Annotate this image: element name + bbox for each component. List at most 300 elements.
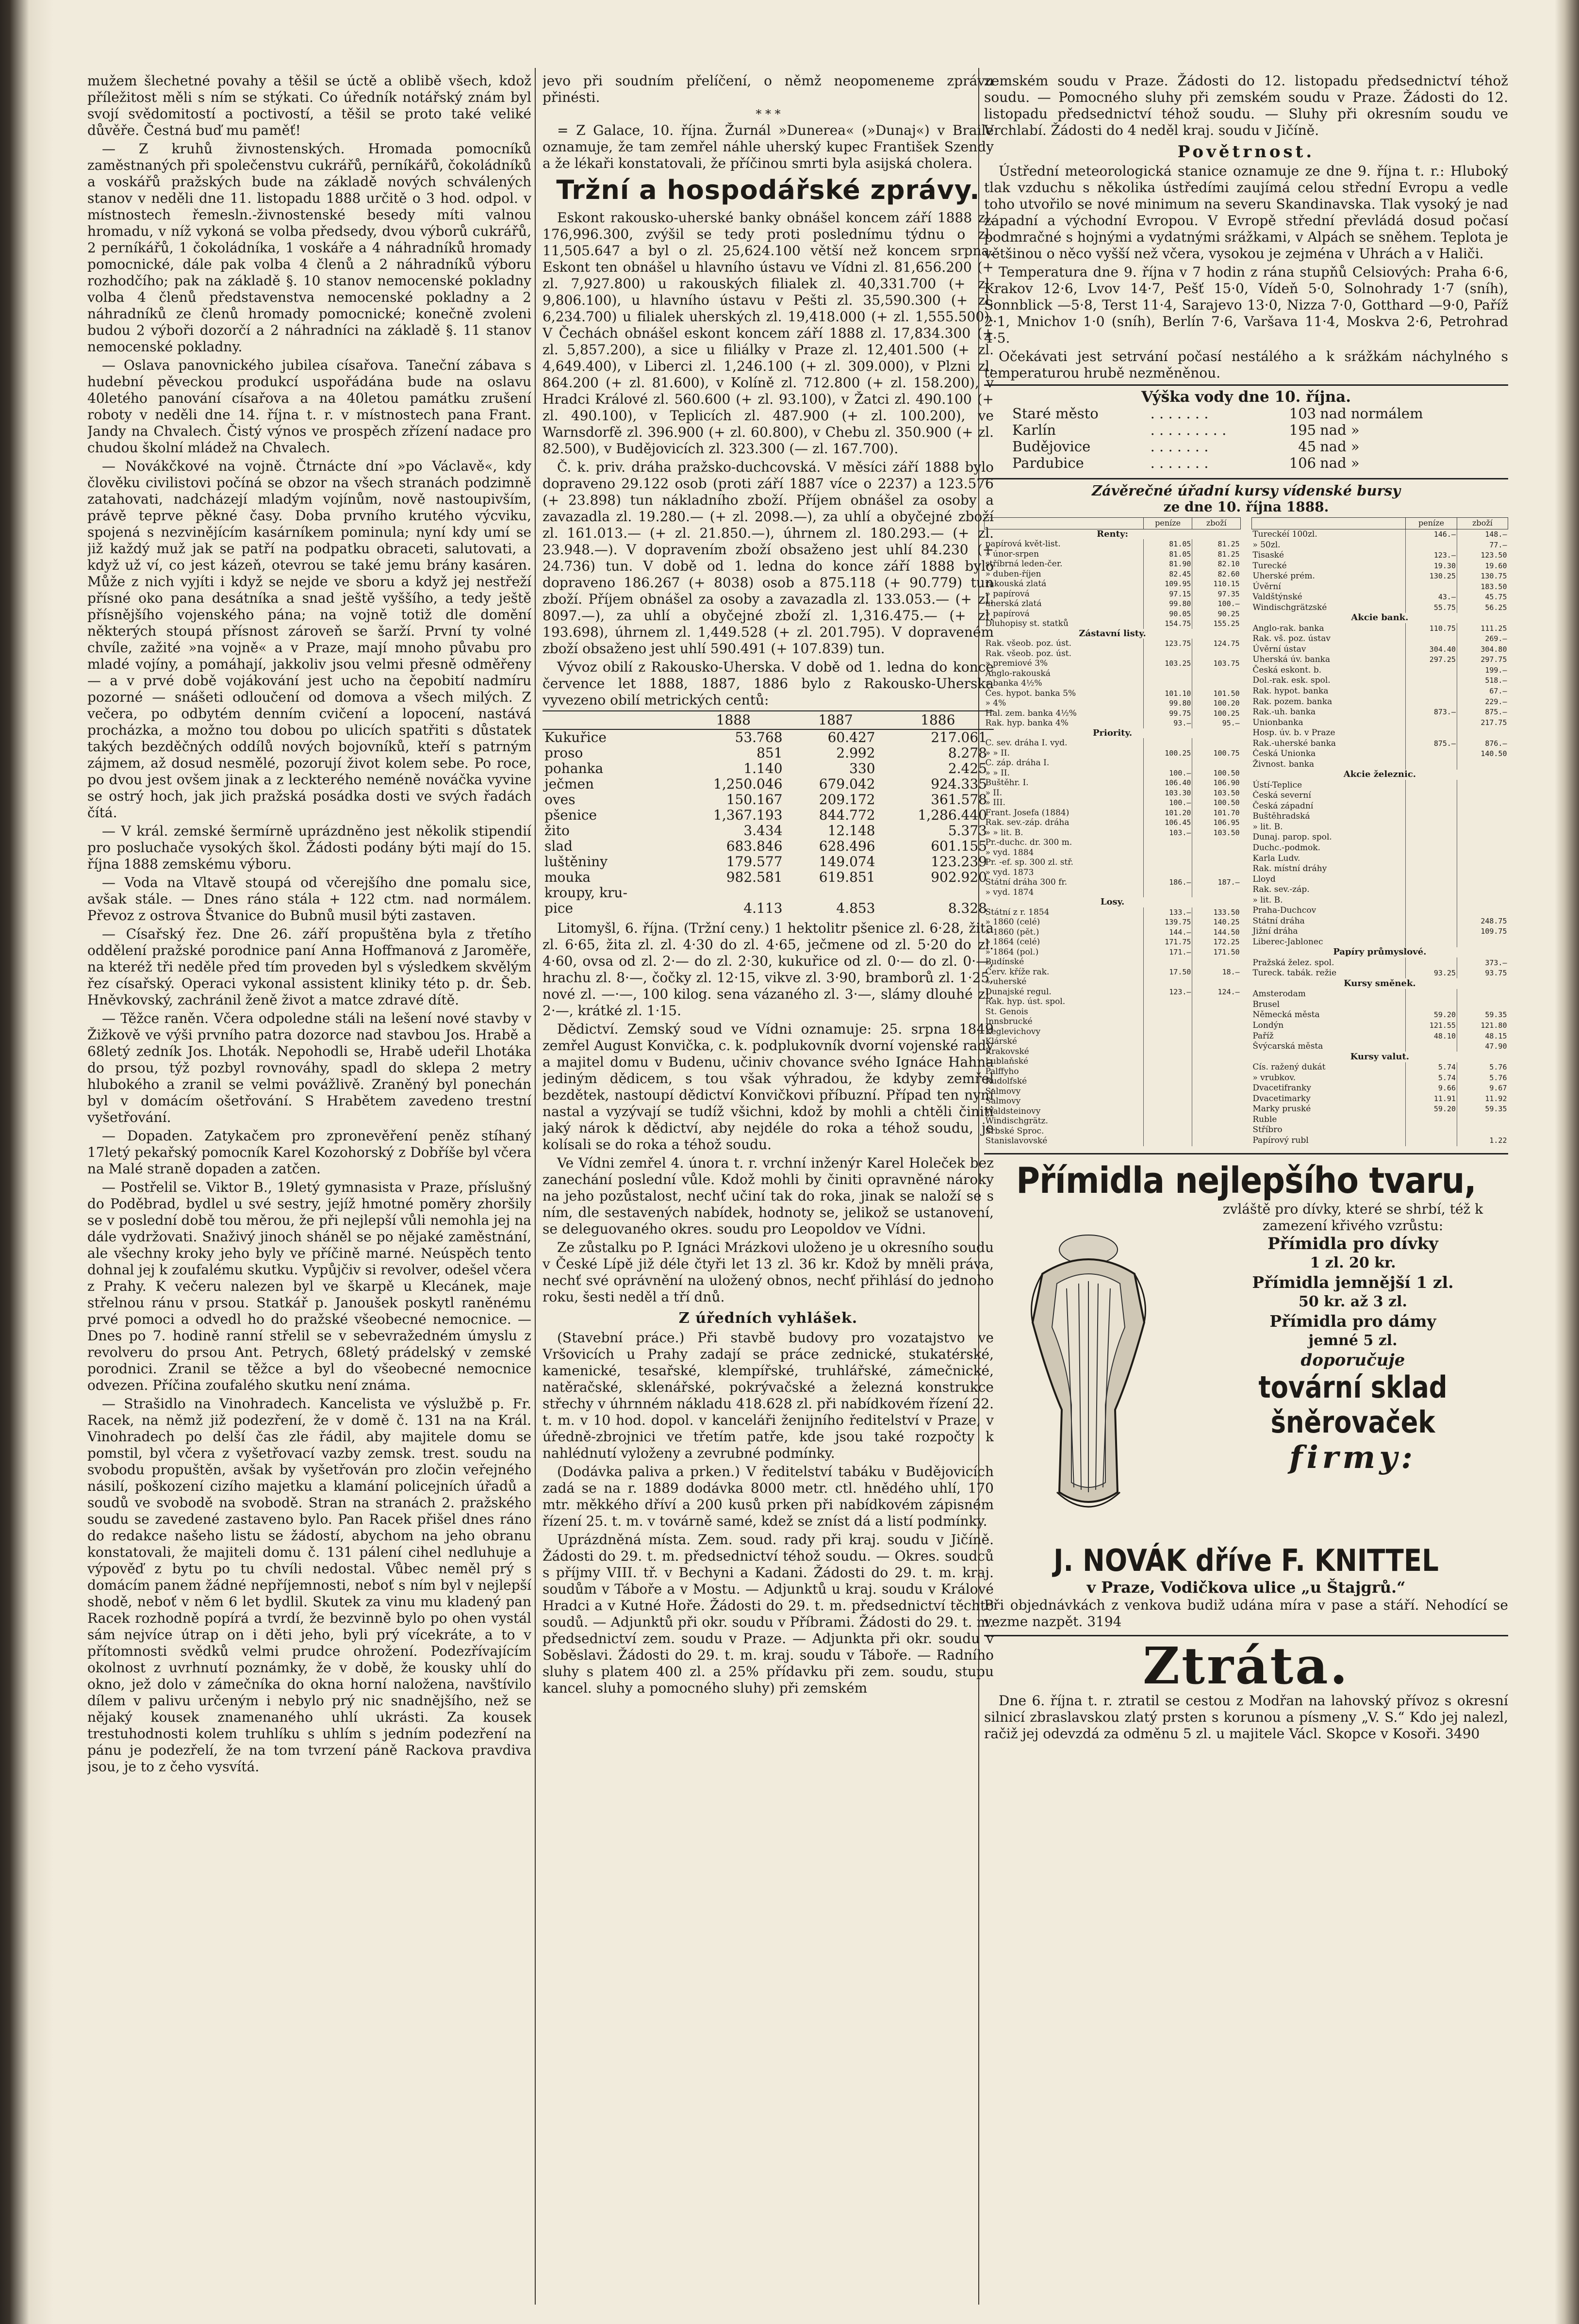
bourse-goods: 269.— xyxy=(1457,634,1508,644)
grain-value-cell: 902.920 xyxy=(931,869,987,885)
bourse-group-label: Renty: xyxy=(1097,529,1129,539)
bourse-security: » vrubkov. xyxy=(1252,1072,1296,1083)
article-holecek: Ve Vídni zemřel 4. února t. r. vrchní inženýr Karel Holeček bez zanechání poslední vůle. Kdož mohli by činiti opravněné nároky na jeho pozůstalost, nechť učiní tak do roka, jinak se naloží se s ním, dle sestavených nabídek, hodnoty se, jelikož se ustanovení, se deleguovaného okres. soudu pro Leopoldov ve Vídni. xyxy=(543,1155,994,1237)
bourse-security: Rak. sev.-záp. dráha xyxy=(985,818,1069,827)
bourse-security: St. Genois xyxy=(985,1006,1028,1017)
bourse-goods: 100.50 xyxy=(1192,798,1241,808)
ad-title: Přímidla nejlepšího tvaru, xyxy=(1016,1159,1476,1202)
bourse-money: 43.— xyxy=(1406,592,1457,603)
grain-label-cell: proso xyxy=(544,745,583,761)
bourse-goods: 95.— xyxy=(1192,718,1241,728)
bourse-security: Papírový rubl xyxy=(1252,1136,1309,1146)
bourse-money xyxy=(1143,888,1192,898)
bourse-group-row xyxy=(1251,978,1508,989)
bourse-money: 11.91 xyxy=(1406,1093,1457,1104)
bourse-security: Turecké xyxy=(1252,560,1287,571)
grain-value-cell: 3.434 xyxy=(743,823,783,839)
bourse-money: 9.66 xyxy=(1406,1083,1457,1094)
grain-value-cell: 217.061 xyxy=(931,729,987,745)
bourse-money xyxy=(1143,1047,1192,1057)
bourse-group-row xyxy=(985,728,1241,739)
bourse-money xyxy=(1406,791,1457,801)
bourse-security: Stanislavovské xyxy=(985,1136,1048,1146)
article-eskont-banky: Eskont rakousko-uherské banky obnášel koncem září 1888 zl. 176,996.300, zvýšil se tedy proti poslednímu týdnu o zl. 11,505.647 a byl o zl. 25,624.100 větší než koncem srpna. Eskont ten obnášel u hlavního ústavu ve Vídni zl. 81,656.200 (+ zl. 7,927.800) u rakouských filialek zl. 40,331.700 (+ zl. 9,806.100), u hlavního ústavu v Pešti zl. 35,590.300 (+ zl. 6,234.700) u filialek uherských zl. 19,418.000 (+ zl. 1,555.500). V Čechách obnášel eskont koncem září 1888 zl. 17,834.300 (+ zl. 5,857.200), a sice u filiálky v Praze zl. 12,401.500 (+ zl. 4,649.400), v Liberci zl. 1,246.100 (+ zl. 309.000), v Plzni zl. 864.200 (+ zl. 81.600), v Kolíně zl. 712.800 (+ zl. 158.200), v Hradci Králové zl. 560.600 (+ zl. 93.100), v Žatci zl. 490.100 (+ zl. 490.100), v Teplicích zl. 487.900 (+ zl. 100.200), ve Warnsdorfě zl. 396.900 (+ zl. 60.800), v Chebu zl. 350.900 (+ zl. 82.500), v Budějovicích zl. 323.300 (— zl. 167.700). xyxy=(543,210,994,457)
bourse-goods: 59.35 xyxy=(1457,1104,1508,1115)
bourse-row xyxy=(985,868,1241,878)
bourse-money xyxy=(1143,649,1192,659)
bourse-row xyxy=(1251,957,1508,968)
bourse-row xyxy=(985,748,1241,758)
bourse-row xyxy=(1251,906,1508,916)
bourse-goods xyxy=(1192,1096,1241,1106)
bourse-security: » 1864 (pol.) xyxy=(985,947,1039,957)
bourse-security: » únor-srpen xyxy=(985,549,1039,559)
bourse-money xyxy=(1406,937,1457,947)
grain-column-header: 1886 xyxy=(882,711,994,729)
bourse-security: Pražská želez. spol. xyxy=(1252,957,1334,968)
bourse-security: » vyd. 1884 xyxy=(985,847,1034,857)
bourse-security: Rak.-uh. banka xyxy=(1252,707,1316,717)
bourse-security: Rak. vš. poz. ústav xyxy=(1252,634,1331,644)
water-station: Staré město xyxy=(1012,405,1099,422)
bourse-security: Ruble xyxy=(1252,1114,1277,1124)
corset-illustration-icon xyxy=(984,1201,1193,1541)
bourse-row xyxy=(1251,1104,1508,1115)
bourse-goods: 103.75 xyxy=(1192,659,1241,669)
bourse-column-header: peníze xyxy=(1406,518,1457,529)
bourse-money xyxy=(1406,696,1457,707)
grain-row xyxy=(543,792,994,808)
bourse-row xyxy=(985,808,1241,818)
bourse-goods: 56.25 xyxy=(1457,602,1508,613)
bourse-row xyxy=(985,649,1241,659)
bourse-security: Červ. kříže rak. xyxy=(985,967,1050,977)
bourse-security: Windischgrätz. xyxy=(985,1116,1048,1126)
bourse-security: Německá města xyxy=(1252,1010,1320,1020)
grain-label-cell: kroupy, kru- xyxy=(544,885,627,901)
water-value: 106 xyxy=(1289,455,1316,471)
bourse-row xyxy=(985,1126,1241,1137)
bourse-money: 130.25 xyxy=(1406,571,1457,582)
grain-value-cell: 60.427 xyxy=(827,729,875,745)
bourse-money: 100.— xyxy=(1143,798,1192,808)
bourse-security: Valdštýnské xyxy=(1252,592,1302,602)
bourse-money: 97.15 xyxy=(1143,589,1192,599)
bourse-security: Česká severní xyxy=(1252,791,1311,801)
bourse-goods xyxy=(1457,906,1508,916)
bourse-goods xyxy=(1457,822,1508,832)
bourse-row xyxy=(1251,717,1508,728)
bourse-money xyxy=(1406,686,1457,697)
bourse-row xyxy=(985,987,1241,997)
water-station: Budějovice xyxy=(1012,438,1091,455)
grain-value-cell: 1.140 xyxy=(743,760,783,776)
bourse-money: 106.45 xyxy=(1143,818,1192,828)
bourse-goods: 67.— xyxy=(1457,686,1508,697)
grain-value-cell: 619.851 xyxy=(819,869,875,885)
bourse-group-label: Priority. xyxy=(1093,728,1133,738)
bourse-row xyxy=(985,1096,1241,1106)
bourse-goods: 100.20 xyxy=(1192,698,1241,709)
bourse-row xyxy=(985,977,1241,987)
bourse-money xyxy=(1406,957,1457,968)
bourse-money xyxy=(1143,758,1192,768)
bourse-row xyxy=(985,997,1241,1007)
bourse-group-label: Akcie bank. xyxy=(1351,612,1409,623)
bourse-goods: 140.25 xyxy=(1192,917,1241,927)
bourse-security: Dunajské regul. xyxy=(985,987,1052,997)
bourse-row xyxy=(1251,842,1508,853)
bourse-goods: 217.75 xyxy=(1457,717,1508,728)
bourse-money xyxy=(1143,669,1192,679)
bourse-group-row xyxy=(1251,1052,1508,1062)
bourse-security: Unionbanka xyxy=(1252,717,1303,727)
water-value: 103 xyxy=(1289,405,1316,422)
bourse-goods xyxy=(1457,759,1508,770)
article-dedictvi: Dědictví. Zemský soud ve Vídni oznamuje: 25. srpna 1849 zemřel August Konvička, c. k. podplukovník dvorní vojenské rady a majitel domu v Budenu, učiniv chovance svého Ignáce Hahna jediným dědicem, s tou však výhradou, že kdyby zemřel bezdětek, nastoupí dědictví Konvičkovi příbuzní. Případ ten nyní nastal a vyzývají se tudíž všichni, kdož by mohli a chtěli činiti jaký nárok k dědictví, aby nejdéle do roka a téhož soudu, je kolísali se do roka a téhož soudu. xyxy=(543,1021,994,1153)
grain-value-cell: 209.172 xyxy=(819,791,875,808)
bourse-goods xyxy=(1192,1076,1241,1087)
bourse-group-label: Kursy valut. xyxy=(1350,1052,1410,1062)
bourse-security: » 50zl. xyxy=(1252,540,1281,550)
bourse-security: Dluhopisy st. statků xyxy=(985,619,1069,628)
bourse-money: 133.— xyxy=(1143,907,1192,918)
article-kruhy-zivnostenskych: — Z kruhů živnostenských. Hromada pomocníků zaměstnaných při společenstvu cukrářů, perníkářů, čokoládníků a voskářů pražských bude na základě nových schválených stanov v neděli dne 11. listopadu 1888 určitě o 3 hod. odpol. v místnostech řemesln.-živnostenské besedy míti valnou hromadu, v níž vykoná se volba předsedy, dvou výborů cukrářů, 2 perníkářů, 1 čokoládníka, 1 voskáře a 4 náhradníků hromady pomocnické, dále pak volba 4 členů a 2 náhradníků výboru rozhodčího; pak na základě §. 10 stanov nemocenské pokladny volba 4 členů představenstva nemocenské pokladny a 2 náhradníků ze členů hromady pomocnické; konečně zvoleni budou 2 výboři dozorčí a 2 náhradníci na základě §. 11 stanov nemocenské pokladny. xyxy=(87,141,531,355)
bourse-security: Anglo-rakouská xyxy=(985,668,1051,678)
bourse-goods: 111.25 xyxy=(1457,623,1508,634)
article-paragraph: mužem šlechetné povahy a těšil se úctě a oblibě všech, kdož příležitost měli s ním se stýkati. Co úředník notářský znám byl svojí svědomitostí a poctivostí, a těšil se proto také veliké důvěře. Čestná buď mu paměť! xyxy=(87,73,531,138)
bourse-security: Rak. pozem. banka xyxy=(1252,696,1332,707)
bourse-row xyxy=(1251,696,1508,707)
grain-label-cell: pohanka xyxy=(544,760,604,776)
bourse-row xyxy=(985,718,1241,728)
water-level-table xyxy=(1010,405,1482,471)
bourse-goods xyxy=(1457,832,1508,843)
bourse-money xyxy=(1143,1037,1192,1047)
bourse-goods: 123.50 xyxy=(1457,550,1508,561)
grain-row xyxy=(543,901,994,916)
bourse-row xyxy=(1251,634,1508,644)
bourse-money xyxy=(1143,1096,1192,1106)
bourse-header-row xyxy=(1251,518,1508,529)
bourse-goods xyxy=(1192,977,1241,987)
bourse-money: 101.10 xyxy=(1143,689,1192,699)
bourse-goods: 229.— xyxy=(1457,696,1508,707)
bourse-goods: 47.90 xyxy=(1457,1041,1508,1052)
bourse-goods: 103.50 xyxy=(1192,828,1241,838)
bourse-goods: 18.— xyxy=(1192,967,1241,977)
grain-value-cell: 149.074 xyxy=(819,854,875,870)
bourse-security: Švýcarská města xyxy=(1252,1041,1323,1052)
bourse-money xyxy=(1406,885,1457,895)
water-row xyxy=(1010,438,1482,455)
bourse-row xyxy=(985,907,1241,918)
bourse-group-row xyxy=(985,529,1241,539)
bourse-security: Dol.-rak. esk. spol. xyxy=(1252,676,1331,686)
bourse-goods xyxy=(1192,1017,1241,1027)
bourse-security: Ústí-Teplice xyxy=(1252,780,1302,790)
bourse-security: Karla Ludv. xyxy=(1252,853,1300,863)
bourse-money xyxy=(1143,1126,1192,1137)
bourse-money: 186.— xyxy=(1143,877,1192,888)
bourse-money: 103.25 xyxy=(1143,659,1192,669)
bourse-money: 103.— xyxy=(1143,828,1192,838)
bourse-row xyxy=(1251,1093,1508,1104)
bourse-money: 123.— xyxy=(1143,987,1192,997)
bourse-goods: 133.50 xyxy=(1192,907,1241,918)
bourse-goods: 875.— xyxy=(1457,707,1508,718)
bourse-goods xyxy=(1457,864,1508,874)
bourse-goods xyxy=(1457,801,1508,811)
bourse-money: 139.75 xyxy=(1143,917,1192,927)
article-stavebni-prace: (Stavební práce.) Při stavbě budovy pro vozatajstvo ve Vršovicích u Prahy zadají se práce zednické, stukatérské, kamenické, tesařské, klempířské, truhlářské, zámečnické, natěračské, sklenářské, pokrývačské a železná konstrukce střechy v úhrnném nákladu 418.628 zl. při nabídkovém řízení 22. t. m. v 10 hod. dopol. v kanceláři ženijního ředitelství v Praze, v úředně-zbrojnici ve třetím patře, kde jsou také rozpočty k nahlédnutí vyloženy a zevrubné podmínky. xyxy=(543,1330,994,1461)
bourse-security: Cís. ražený dukát xyxy=(1252,1062,1326,1072)
bourse-goods xyxy=(1192,649,1241,659)
bourse-goods xyxy=(1192,1027,1241,1037)
bourse-row xyxy=(1251,853,1508,864)
bourse-security: Rak. všeob. poz. úst. xyxy=(985,648,1072,659)
grain-value-cell: 5.373 xyxy=(948,823,987,839)
ad-line: firmy: xyxy=(1289,1439,1417,1476)
bourse-money: 55.75 xyxy=(1406,602,1457,613)
bourse-row xyxy=(985,1027,1241,1037)
grain-value-cell: 982.581 xyxy=(726,869,783,885)
article-voda-na-vltave: — Voda na Vltavě stoupá od včerejšího dne pomalu sice, avšak stále. — Dnes ráno stála + 122 ctm. nad normálem. Převoz z ostrova Štvanice do Bubnů musil býti zastaven. xyxy=(87,874,531,923)
bourse-row xyxy=(1251,874,1508,885)
bourse-security: » 1864 (celé) xyxy=(985,937,1040,947)
bourse-goods: 77.— xyxy=(1457,540,1508,550)
bourse-goods xyxy=(1457,937,1508,947)
water-unit: nad » xyxy=(1320,438,1360,455)
bourse-money xyxy=(1143,1027,1192,1037)
bourse-security: Buštěhradská xyxy=(1252,811,1310,822)
bourse-money: 123.— xyxy=(1406,550,1457,561)
bourse-money xyxy=(1406,581,1457,592)
bourse-row xyxy=(985,1017,1241,1027)
ad-line: Přímidla pro dívky xyxy=(1267,1234,1438,1253)
bourse-group-label: Zástavní listy. xyxy=(1079,628,1146,639)
bourse-money xyxy=(1143,1076,1192,1087)
bourse-security: Státní dráha 300 fr. xyxy=(985,877,1068,887)
grain-row xyxy=(543,854,994,870)
bourse-security: » » II. xyxy=(985,748,1010,758)
article-vyvoz-obili: Vývoz obilí z Rakousko-Uherska. V době od 1. ledna do konce července let 1888, 1887, 1886 bylo z Rakousko-Uherska vyvezeno obilí metrických centů: xyxy=(543,659,994,708)
bourse-security: Uherské prém. xyxy=(1252,571,1315,581)
bourse-security: Krakovské xyxy=(985,1046,1029,1056)
bourse-security: » 1860 (pět.) xyxy=(985,927,1039,937)
bourse-money xyxy=(1143,1087,1192,1097)
bourse-money: 101.20 xyxy=(1143,808,1192,818)
bourse-security: Brusel xyxy=(1252,999,1280,1009)
bourse-row xyxy=(1251,916,1508,926)
grain-export-table xyxy=(543,710,994,916)
bourse-title: Závěrečné úřadní kursy vídenské bursy xyxy=(1091,482,1401,499)
bourse-money xyxy=(1406,832,1457,843)
bourse-goods xyxy=(1192,848,1241,858)
bourse-security: » vyd. 1873 xyxy=(985,867,1034,877)
bourse-table-right xyxy=(1251,517,1508,1146)
bourse-money xyxy=(1406,895,1457,906)
bourse-security: Salmovy xyxy=(985,1096,1021,1106)
bourse-group-row xyxy=(1251,770,1508,780)
bourse-row xyxy=(1251,707,1508,718)
bourse-row xyxy=(985,698,1241,709)
bourse-money: 17.50 xyxy=(1143,967,1192,977)
bourse-row xyxy=(1251,1083,1508,1094)
bourse-goods xyxy=(1457,999,1508,1010)
grain-row xyxy=(543,885,994,901)
bourse-money: 171.— xyxy=(1143,947,1192,957)
lost-notice-text: Dne 6. října t. r. ztratil se cestou z Modřan na lahovský přívoz s okresní silnicí zbraslavskou zlatý prsten s korunou a písmeny „V. S.“ Kdo jej nalezl, račiž jej odevzdá za odměnu 5 zl. u majitele Václ. Skopce v Kosoři. 3490 xyxy=(984,1692,1508,1742)
bourse-security: » vyd. 1874 xyxy=(985,887,1034,897)
bourse-row xyxy=(1251,644,1508,655)
article-z-galace: = Z Galace, 10. října. Žurnál »Dunerea« (»Dunaj«) v Braile oznamuje, že tam zemřel náhle uherský kupec František Szendy a že lékaři konstatovali, že příčinou smrti byla asijská cholera. xyxy=(543,122,994,171)
bourse-row xyxy=(1251,581,1508,592)
article-drahy-prazsko-duchcovska: Č. k. priv. dráha pražsko-duchcovská. V měsíci září 1888 bylo dopraveno 29.122 osob (proti září 1887 více o 2237) a 123.576 (+ 23.898) tun nákladního zboží. Příjem obnášel za osoby a zavazadla zl. 19.280.— (+ zl. 2098.—), za uhlí a obyčejné zboží zl. 161.013.— (+ zl. 21.850.—), úhrnem zl. 180.293.— (+ zl. 23.948.—). V dopravením zboží obsaženo jest uhlí 84.230 (+ 24.736) tun. V době od 1. ledna do konce září 1888 bylo dopraveno 186.267 (+ 8038) osob a 875.118 (+ 90.779) tun zboží. Příjem obnášel za osoby a zavazadla zl. 133.053.— (+ zl. 8097.—), za uhlí a obyčejné zboží zl. 1,316.475.— (+ zl. 193.698), úhrnem zl. 1,449.528 (+ zl. 201.795). V dopraveném zboží obsaženo jest uhlí 590.491 (+ 107.839) tun. xyxy=(543,459,994,657)
ad-line: jemné 5 zl. xyxy=(1308,1332,1398,1349)
bourse-row xyxy=(985,888,1241,898)
bourse-row xyxy=(1251,623,1508,634)
bourse-goods xyxy=(1192,888,1241,898)
bourse-money: 110.75 xyxy=(1406,623,1457,634)
bourse-goods: 297.75 xyxy=(1457,655,1508,665)
page-edge-right xyxy=(1555,0,1579,2324)
bourse-row xyxy=(985,1136,1241,1146)
grain-value-cell: 1,286.440 xyxy=(918,807,987,823)
bourse-money xyxy=(1406,926,1457,937)
bourse-goods xyxy=(1192,957,1241,967)
bourse-money xyxy=(1406,864,1457,874)
grain-value-cell xyxy=(882,885,994,901)
bourse-security: Praha-Duchcov xyxy=(1252,906,1316,916)
bourse-goods xyxy=(1192,1067,1241,1077)
bourse-security: Duchc.-podmok. xyxy=(1252,842,1321,853)
water-dots: . . . . . . . xyxy=(1150,405,1209,422)
bourse-money: 106.40 xyxy=(1143,778,1192,788)
bourse-goods xyxy=(1457,811,1508,822)
grain-label-cell: žito xyxy=(544,823,570,839)
grain-row xyxy=(543,808,994,823)
bourse-row xyxy=(985,639,1241,649)
bourse-goods: 82.60 xyxy=(1192,569,1241,579)
bourse-money xyxy=(1406,676,1457,686)
bourse-money xyxy=(1143,997,1192,1007)
bourse-row xyxy=(1251,540,1508,550)
bourse-goods xyxy=(1192,857,1241,868)
bourse-row xyxy=(985,927,1241,938)
section-title-weather: Povětrnost. xyxy=(1177,142,1315,162)
ad-line: tovární sklad xyxy=(1258,1369,1447,1405)
water-level-title: Výška vody dne 10. října. xyxy=(1141,388,1351,406)
bourse-column-header xyxy=(1251,518,1405,529)
article-cisarsky-rez: — Císařský řez. Dne 26. září propuštěna byla z třetího oddělení pražské porodnice paní Anna Hoffmanová z Jaroměře, na kteréž tři neděle před tím proveden byl s výsledkem skvělým řez císařský. Operaci vykonal assistent kliniky této p. dr. Šeb. Hněvkovský, zachránil ženě život a matce zdravé dítě. xyxy=(87,926,531,1008)
bourse-row xyxy=(1251,1114,1508,1125)
bourse-row xyxy=(1251,1021,1508,1031)
water-dots: . . . . . . . xyxy=(1150,455,1209,471)
ad-line: šněrovaček xyxy=(1270,1404,1435,1440)
bourse-money xyxy=(1143,1007,1192,1017)
bourse-goods: 11.92 xyxy=(1457,1093,1508,1104)
bourse-money: 144.— xyxy=(1143,927,1192,938)
bourse-money xyxy=(1406,853,1457,864)
bourse-row xyxy=(985,1056,1241,1067)
bourse-group-label: Losy. xyxy=(1100,897,1125,907)
bourse-goods: 81.25 xyxy=(1192,549,1241,560)
bourse-goods xyxy=(1457,1114,1508,1125)
bourse-security: Tisaské xyxy=(1252,550,1284,560)
bourse-goods: 9.67 xyxy=(1457,1083,1508,1094)
bourse-row xyxy=(1251,655,1508,665)
bourse-security: Pr. -ef. sp. 300 zl. stř. xyxy=(985,857,1073,867)
ad-line: Přímidla jemnější 1 zl. xyxy=(1252,1272,1454,1292)
bourse-row xyxy=(985,709,1241,719)
bourse-goods: 373.— xyxy=(1457,957,1508,968)
ad-address: v Praze, Vodičkova ulice „u Štajgrů.“ xyxy=(1086,1578,1406,1597)
bourse-money xyxy=(1406,1114,1457,1125)
bourse-row xyxy=(985,957,1241,967)
bourse-money xyxy=(1406,780,1457,791)
bourse-money: 5.74 xyxy=(1406,1072,1457,1083)
bourse-security: » III. xyxy=(985,798,1005,808)
bourse-column-header: zboží xyxy=(1192,518,1241,529)
bourse-money: 99.80 xyxy=(1143,698,1192,709)
bourse-security: Hal. zem. banka 4½% xyxy=(985,708,1077,718)
bourse-row xyxy=(985,917,1241,927)
bourse-money: 304.40 xyxy=(1406,644,1457,655)
article-novacci-na-vojne: — Novákčkové na vojně. Čtrnácte dní »po Václavě«, kdy člověku civilistovi počíná se obzor na všech stranách podzimně zatahovati, nadcházejí mladým vojínům, nově nastoupivším, právě teprve pěkné časy. Doba prvního krutého výcviku, spojená s nezvinějícím kasárníkem pominula; nyní kdy umí se již každý muž jak se patří na podpatku obraceti, salutovati, a když už ví, co jest kázeň, otevrou se také jemu brány kasáren. Může z nich vyjíti i když se nejde ve sboru a když jej nestřeží přísné oko pana desátníka a snad ještě vyššího, a tedy ještě přísnějšího vojenského pána; na vojně totiž dle domění některých stoupá přísnost zároveň se šarží. První ty volné chvíle, zažité »na vojně« a v Praze, mají mnoho půvabu pro mladé vojíny, a pomáhají, jakkoliv jsou velmi přesně odměřeny — a v prvé době vojákování jest ucho na čepobití nadmíru pozorné — snášeti odloučení od domova a všech milých. Z večera, po odbytém denním cvičení a lopocení, nastává procházka, a možno tou dobou po ulicích spatřiti s důstatek takých bezděčných oddílů nových bojovníků, kteří s patrným zájmem, až dosud nesmělé, pozorují život kolem sebe. Po roce, po dvou jest ovšem jinak a z leckterého neméně nováčka vyvine se ostrý hoch, jak jich pražská posádka dosti ve svých řadách čítá. xyxy=(87,458,531,821)
grain-value-cell: 2.992 xyxy=(836,745,875,761)
bourse-security: Pr.-duchc. dr. 300 m. xyxy=(985,838,1072,847)
bourse-goods xyxy=(1457,853,1508,864)
bourse-security: Lloyd xyxy=(1252,874,1276,884)
bourse-row xyxy=(985,539,1241,549)
article-continuation: jevo při soudním přelíčení, o němž neopomeneme zprávu přinésti. xyxy=(543,73,994,105)
grain-label-cell: pšenice xyxy=(544,807,597,823)
bourse-row xyxy=(985,669,1241,679)
weather-temperatures: Temperatura dne 9. října v 7 hodin z rána stupňů Celsiových: Praha 6·6, Krakov 12·6, Lvov 14·7, Pešť 15·0, Vídeň 5·0, Solnohrady 1·7 (sníh), Sonnblick —5·8, Terst 11·4, Sarajevo 13·0, Nizza 7·0, Gotthard —9·0, Paříž 2·1, Mnichov 1·0 (sníh), Berlín 7·6, Varšava 11·4, Moskva 2·6, Petrohrad 4·5. xyxy=(984,264,1508,346)
bourse-security: uherská zlatá xyxy=(985,599,1042,609)
grain-label-cell: slad xyxy=(544,838,573,854)
bourse-money: 93.— xyxy=(1143,718,1192,728)
bourse-security: Srbské Sproc. xyxy=(985,1126,1044,1136)
grain-row xyxy=(543,745,994,761)
bourse-row xyxy=(985,589,1241,599)
bourse-group-row xyxy=(1251,947,1508,958)
bourse-row xyxy=(1251,738,1508,749)
bourse-security: » 1860 (celé) xyxy=(985,917,1040,927)
bourse-goods xyxy=(1192,997,1241,1007)
bourse-goods: 81.25 xyxy=(1192,539,1241,549)
article-dopaden: — Dopaden. Zatykačem pro zpronevěření peněz stíhaný 17letý pekařský pomocník Karel Kozohorský z Dobříše byl včera na Malé straně dopaden a zatčen. xyxy=(87,1128,531,1177)
bourse-row xyxy=(1251,885,1508,895)
bourse-goods: 101.50 xyxy=(1192,689,1241,699)
bourse-row xyxy=(1251,1125,1508,1136)
bourse-money xyxy=(1406,999,1457,1010)
bourse-row xyxy=(985,838,1241,848)
bourse-security: Tureck. tabák. režie xyxy=(1252,968,1337,978)
grain-row xyxy=(543,761,994,776)
bourse-row xyxy=(1251,686,1508,697)
bourse-security: Česká západní xyxy=(1252,801,1314,811)
bourse-row xyxy=(1251,864,1508,874)
bourse-security: Salmovy xyxy=(985,1086,1021,1096)
grain-column-header: 1887 xyxy=(790,711,882,729)
bourse-money: 19.30 xyxy=(1406,560,1457,571)
grain-value-cell: 330 xyxy=(849,760,875,776)
bourse-goods: 124.— xyxy=(1192,987,1241,997)
bourse-money xyxy=(1143,848,1192,858)
bourse-money: 103.30 xyxy=(1143,788,1192,798)
